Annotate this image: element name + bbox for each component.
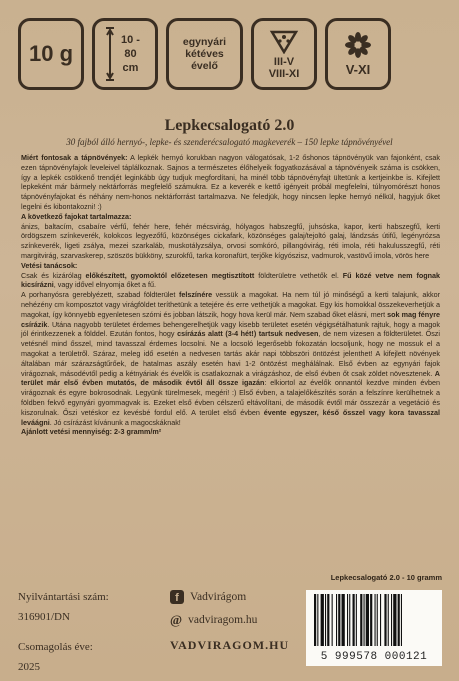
intro-paragraph: Miért fontosak a tápnövények: A lepkék hernyó korukban nagyon válogatósak, 1-2 őshonos tápnövényük van fajonként, csak ezen tápnövényfajok leveleivel táplálkoznak. Sajnos a természetes élőhelyeik fogyatkozásával a tápnövényeik száma is csökken, így a lepkék csökkenő trendjét leginkább úgy tudjuk megfordítani, ha minél több tápnövényfajt ültetünk a kertjeinkbe is. Kifejlett lepkeként már bármely nektárforrás megfelelő számukra. Ez a keverék e kettő igényeit próbál megfelelni, túlnyomórészt honos tápnövényfajokat és néhány nem-honos nektárforrást tartalmazva. Ne feledjük, hogy nincsen lepke hernyó nélkül, hagyjuk őket legelni és kibontakozni! :) [21, 153, 440, 211]
tips-heading: Vetési tanácsok: [21, 260, 78, 270]
height-arrow-icon [105, 27, 115, 81]
barcode [306, 590, 442, 666]
registry-info [18, 590, 158, 680]
life-cycle-badge: egynyári kétéves évelő [166, 18, 243, 90]
barcode-number: 5 999578 000121 [320, 651, 428, 663]
species-heading: A következő fajokat tartalmazza: [21, 211, 132, 221]
seed-rate: Ajánlott vetési mennyiség: 2-3 gramm/m² [21, 427, 162, 437]
flower-icon [345, 32, 371, 58]
tips-paragraph-2: A porhanyósra gereblyézett, szabad földterület felszínére vessük a magokat. Ha nem túl jó minőségű a kerti talajunk, akkor nehézény cm komposztot vagy virágföldet teríthetünk a tetejére és erre vethetjük a magokat. Egy kis homokkal összekeverhetjük a magokat, így könnyebb egyenletesen szórni és jobban látszik, hogy hova kerül már. Nem szabad őket elásni, mert sok mag fényre csírázik. Utána nagyobb területet érdemes behengerelhetjük vagy kisebb területet esetén végigsétálhatunk rajtuk, hogy a magok jól érintkezzenek a földdel. Ezután fontos, hogy csírázás alatt (3-4 hét!) tartsuk nedvesen, de nem vizesen a földterületet. Őszi vetésnél mind ősszel, mind tavasszal érdemes locsolni. Ne a locsoló legerősebb fokozatán locsoljunk, hogy ne mossuk el a magokat a területről. Száraz, meleg idő esetén a nedvesen tartás akár napi többszöri öntözést jelenthet! A kifejlett növények általában már szárazságtűrőek, de hatalmas aszály esetén havi 1-2 öntözést meghálálnak. Első évben az egynyári fajok virágoznak, másodévtől pedig a kétnyáriak és évelők is csatlakoznak a virágzáshoz, de első évben őt csak zöldet növesztenek. A terület már első évben mutatós, de második évtől áll össze igazán: elkiortol az évelők onnantól kezdve minden évben virágoznak és egyre bokrosodnak. Legyünk türelmesek, megéri! :) Első évben, a talajelőkészítés során a felszínre kerülhetnek a földben fekvő egynyári gyommagvak is. Ezeket első évben célszerű eltávolítani, de második évtől már összezár a vegetáció és kiszorulnak. Őszi vetéskor ez kevésbé fordul elő. A terület első évben évente egyszer, késő ősszel vagy kora tavasszal leváágni. Jó csírázást kívánunk a magocskáknak! [21, 290, 440, 427]
barcode-bars [312, 594, 436, 646]
product-subtitle: 30 fajból álló hernyó-, lepke- és szenderécsalogató magkeverék – 150 lepke tápnövényével [66, 137, 393, 147]
species-list: ánizs, baltacím, csabaíre vérfű, fehér here, fehér mécsvirág, hólyagos habszegfű, juhsóska, kapor, kerti habszegfű, kerti ördögszem színkeverék, kolokcos legyezőfű, közönséges cickafark, közönséges galaj/tejoltó galaj, lándzsás útifű, legényrózsa színkeverék, ligeti zsálya, mezei szarkaláb, muskotályzsálya, orvosi somkóró, pillangóvirág, réti imola, réti hakulusszegfű, réti margitvirág, szarvaskerep, szöszös bükköny, szurokfű, tarka koronafürt, terjőke kígyószisz, vadmurok, vastövű imola, vörös here [21, 221, 440, 260]
product-title: Lepkecsalogató 2.0 [164, 117, 295, 134]
packaging-year: 2025 [18, 661, 40, 673]
description-body [21, 153, 440, 437]
website-link[interactable]: VADVIRAGOM.HU [170, 638, 290, 652]
email-link[interactable]: @ vadviragom.hu [170, 612, 258, 627]
facebook-link[interactable]: f Vadvirágom [170, 590, 257, 604]
at-icon: @ [170, 612, 183, 627]
weight-value: 10 g [28, 41, 74, 66]
tips-paragraph-1: Csak és kizárólag előkészített, gyomoktól előzetesen megtisztított földterületre vethetők el. Fű közé vetve nem fognak kicsírázni, vagy idővel elnyomja őket a fű. [21, 270, 440, 290]
bloom-badge [325, 18, 391, 90]
pack-label: Lepkecsalogató 2.0 - 10 gramm [330, 573, 442, 582]
registry-label: Nyilvántartási szám: [18, 591, 109, 603]
sowing-months: III-V VIII-XI [268, 56, 300, 80]
height-badge [92, 18, 158, 90]
sowing-icon [269, 28, 299, 54]
height-range: 10 - 80 cm [121, 34, 140, 74]
footer [18, 590, 442, 673]
facebook-icon: f [170, 590, 184, 604]
packaging-label: Csomagolás éve: [18, 641, 93, 653]
sowing-badge [251, 18, 317, 90]
bloom-months: V-XI [345, 62, 371, 77]
weight-badge [18, 18, 84, 90]
info-icon-row [18, 18, 441, 94]
registry-number: 316901/DN [18, 611, 70, 623]
social-links [170, 590, 257, 636]
